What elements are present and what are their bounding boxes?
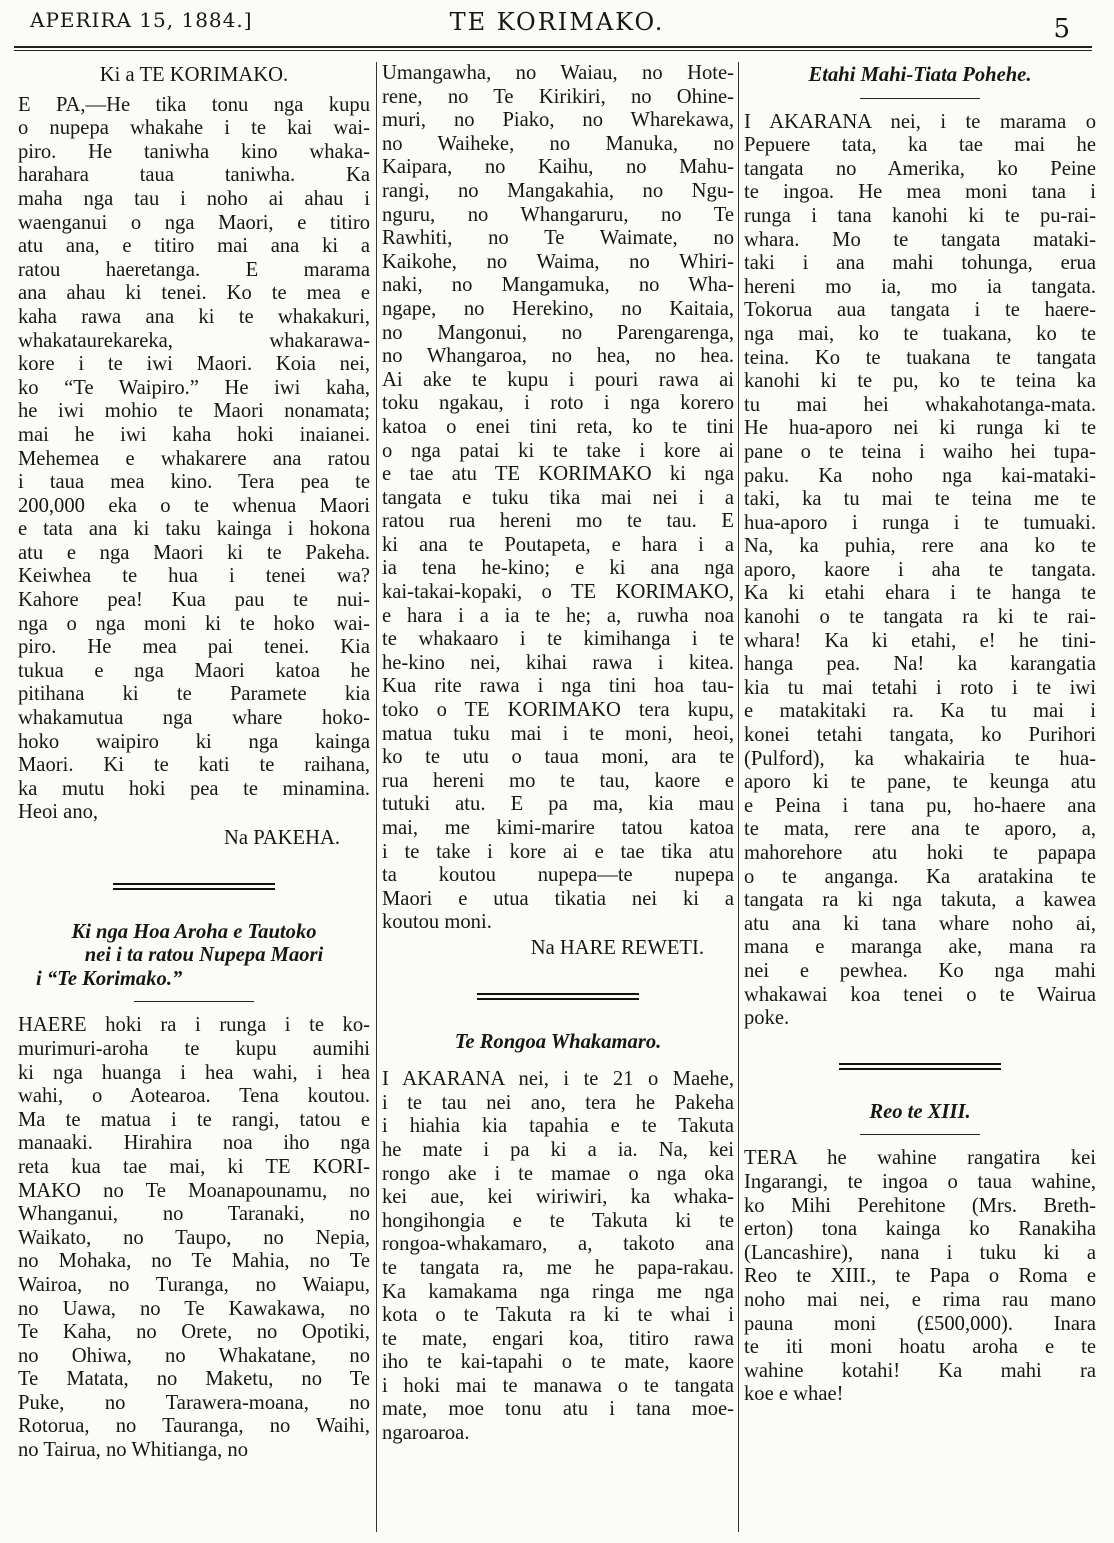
text-line: naki, no Mangamuka, no Wha-	[382, 274, 734, 297]
article-body-rongoa	[382, 1068, 734, 1446]
text-line: no Mohaka, no Te Mahia, no Te	[18, 1250, 370, 1273]
article-heading-reo: Reo te XIII.	[869, 1100, 971, 1123]
column-3	[744, 62, 1096, 1532]
text-line: He hua-aporo nei ki runga ki te	[744, 417, 1096, 440]
text-line: ratou haeretanga. E marama	[18, 258, 370, 281]
text-line: o nga patai ki te take i kore ai	[382, 439, 734, 462]
text-line: whakamutua nga whare hoko-	[18, 707, 370, 730]
text-line: tukua e nga Maori katoa he	[18, 659, 370, 682]
text-line: pauna moni (£500,000). Inara	[744, 1312, 1096, 1335]
text-line: kai-takai-kopaki, o TE KORIMAKO,	[382, 581, 734, 604]
letter-heading-pakeha: Ki a TE KORIMAKO.	[99, 64, 289, 86]
text-line: whakawai koa tenei o te Wairua	[744, 983, 1096, 1006]
text-line: te mata, rere ana te aporo, a,	[744, 818, 1096, 841]
heading-rule	[860, 1134, 980, 1135]
text-line: MAKO no Te Moanapounamu, no	[18, 1179, 370, 1202]
text-line: i te tau nei ano, tera he Pakeha	[382, 1091, 734, 1114]
letter-heading-hoa-aroha-2: nei i ta ratou Nupepa Maori	[84, 944, 324, 967]
text-line: Heoi ano,	[18, 801, 99, 824]
text-line: Maori. Ki te kati te raihana,	[18, 754, 370, 777]
text-line: ka mutu hoki pea te minamina.	[18, 777, 370, 800]
text-line: whakataurekareka, whakarawa-	[18, 329, 370, 352]
text-line: Kaipara, no Kaihu, no Mahu-	[382, 156, 734, 179]
text-line: Ai ake te kupu i pouri rawa ai	[382, 368, 734, 391]
text-line: ratou rua hereni mo te tau. E	[382, 510, 734, 533]
text-line: Reo te XIII., te Papa o Roma e	[744, 1265, 1096, 1288]
article-heading-rongoa: Te Rongoa Whakamaro.	[454, 1030, 662, 1053]
text-line: i te take i kore ai e tae tika atu	[382, 840, 734, 863]
column-2	[382, 62, 734, 1532]
text-line: (Lancashire), nana i tuku ki a	[744, 1241, 1096, 1264]
text-line: atu ana, e titiro mai ana ki a	[18, 235, 370, 258]
text-line: Wairoa, no Turanga, no Waiapu,	[18, 1273, 370, 1296]
text-line: Te Matata, no Maketu, no Te	[18, 1368, 370, 1391]
text-line: toko o TE KORIMAKO tera kupu,	[382, 699, 734, 722]
text-line: ngaroaroa.	[382, 1422, 470, 1445]
text-line: nga o nga moni ki te hoko wai-	[18, 612, 370, 635]
text-line: Keiwhea te hua i tenei wa?	[18, 565, 370, 588]
text-line: no Mangonui, no Parengarenga,	[382, 321, 734, 344]
text-line: pane o te teina i waiho hei tupa-	[744, 440, 1096, 463]
text-line: e tae atu TE KORIMAKO ki nga	[382, 463, 734, 486]
text-line: o nupepa whakahe i te kai wai-	[18, 117, 370, 140]
text-line: atu e nga Maori ki te Pakeha.	[18, 541, 370, 564]
text-line: E PA,—He tika tonu nga kupu	[18, 93, 370, 116]
text-line: Pepuere tata, ka tae mai he	[744, 134, 1096, 157]
column-divider-1	[376, 62, 377, 1532]
text-line: noho mai nei, e rima rau mano	[744, 1288, 1096, 1311]
text-line: koe e whae!	[744, 1383, 844, 1406]
text-line: reta kua tae mai, ki TE KORI-	[18, 1155, 370, 1178]
text-line: i taua mea kino. Tera pea te	[18, 471, 370, 494]
text-line: pitihana ki te Paramete kia	[18, 683, 370, 706]
text-line: whara! Ka ki etahi, e! he tini-	[744, 629, 1096, 652]
text-line: Rawhiti, no Te Waimate, no	[382, 227, 734, 250]
text-line: te tangata ra, me he papa-rakau.	[382, 1256, 734, 1279]
text-line: no Uawa, no Te Kawakawa, no	[18, 1297, 370, 1320]
text-line: teina. Ko te tuakana te tangata	[744, 346, 1096, 369]
heading-rule	[134, 1001, 254, 1002]
text-line: e matakitaki ra. Ka tu mai i	[744, 700, 1096, 723]
text-line: Maori e utua tikatia nei ki a	[382, 887, 734, 910]
text-line: te whakaaro i te kimihanga i te	[382, 628, 734, 651]
text-line: Na, ka puhia, rere ana ko te	[744, 535, 1096, 558]
text-line: paku. Ka noho nga kai-mataki-	[744, 464, 1096, 487]
text-line: piro. He taniwha kino whaka-	[18, 140, 370, 163]
text-line: hua-aporo i runga i te tumuaki.	[744, 511, 1096, 534]
text-line: Puke, no Tarawera-moana, no	[18, 1391, 370, 1414]
text-line: he mate i pa ki a ia. Na, kei	[382, 1138, 734, 1161]
text-line: Tokorua aua tangata i te haere-	[744, 299, 1096, 322]
text-line: Ka kamakama nga ringa me nga	[382, 1280, 734, 1303]
masthead-rule-thick	[14, 46, 1092, 48]
text-line: no Whangaroa, no hea, no hea.	[382, 345, 734, 368]
text-line: tu mai hei whakahotanga-mata.	[744, 393, 1096, 416]
text-line: mahorehore atu hoki te papapa	[744, 842, 1096, 864]
text-line: te ingoa. He mea moni tana i	[744, 181, 1096, 204]
text-line: e tata ana ki taku kainga i hokona	[18, 518, 370, 541]
text-line: nei e pewhea. Ko nga mahi	[744, 959, 1096, 982]
section-divider	[477, 993, 639, 995]
text-line: Ingarangi, te ingoa o taua wahine,	[744, 1170, 1096, 1193]
text-line: kanohi o te tangata ra ki te rai-	[744, 606, 1096, 629]
text-line: kaha rawa ana ki te whakakuri,	[18, 305, 370, 328]
section-divider	[113, 883, 275, 885]
masthead-rule-thin	[14, 50, 1092, 51]
text-line: hoko waipiro ki nga kainga	[18, 730, 370, 753]
text-line: ia tena he-kino; e ki ana nga	[382, 557, 734, 580]
text-line: waenganui o nga Maori, e titiro	[18, 211, 370, 234]
text-line: rene, no Te Kirikiri, no Ohine-	[382, 85, 734, 108]
text-line: 200,000 eka o te whenua Maori	[18, 494, 370, 517]
text-line: ki ana te Poutapeta, e hara i a	[382, 533, 734, 556]
text-line: Kaikohe, no Waima, no Whiri-	[382, 250, 734, 273]
text-line: Waikato, no Taupo, no Nepia,	[18, 1226, 370, 1249]
text-line: ko Mihi Perehitone (Mrs. Breth-	[744, 1194, 1096, 1217]
text-line: Rotorua, no Tauranga, no Waihi,	[18, 1415, 370, 1438]
text-line: tutuki atu. E pa ma, kia mau	[382, 793, 734, 816]
text-line: piro. He mea pai tenei. Kia	[18, 636, 370, 659]
text-line: rongo ake i te mamae o nga oka	[382, 1162, 734, 1185]
text-line: hongihongia e te Takuta ki te	[382, 1209, 734, 1232]
text-line: poke.	[744, 1007, 790, 1030]
text-line: he iwi mohio te Maori nonamata;	[18, 400, 370, 423]
text-line: Whanganui, no Taranaki, no	[18, 1203, 370, 1226]
text-line: wahine kotahi! Ka mahi ra	[744, 1359, 1096, 1382]
text-line: katoa o enei tini reta, ko te tini	[382, 415, 734, 438]
text-line: mai he iwi kaha hoki inaianei.	[18, 423, 370, 446]
text-line: e hara i a ia te he; a, ruwha noa	[382, 604, 734, 627]
text-line: nguru, no Whangaruru, no Te	[382, 203, 734, 226]
text-line: Kua rite rawa i nga tini hoa tau-	[382, 675, 734, 698]
text-line: Kahore pea! Kua pau te nui-	[18, 589, 370, 612]
text-line: rua hereni mo te tau, kaore e	[382, 769, 734, 792]
text-line: te mate, engari koa, titiro rawa	[382, 1327, 734, 1350]
page-number: 5	[1053, 14, 1070, 44]
text-line: taki i ana mahi tohunga, erua	[744, 252, 1096, 275]
text-line: Umangawha, no Waiau, no Hote-	[382, 62, 734, 84]
text-line: murimuri-aroha te kupu aumihi	[18, 1037, 370, 1060]
text-line: I AKARANA nei, i te 21 o Maehe,	[382, 1068, 734, 1091]
text-line: mate, moe tonu atu i tana moe-	[382, 1398, 734, 1421]
text-line: iho te kai-tapahi o te mate, kaore	[382, 1351, 734, 1374]
text-line: i hoki mai te manawa o te tangata	[382, 1374, 734, 1397]
text-line: HAERE hoki ra i runga i te ko-	[18, 1014, 370, 1037]
text-line: kanohi ki te pu, ko te teina ka	[744, 370, 1096, 393]
text-line: atu ana ki tana whare noho ai,	[744, 912, 1096, 935]
text-line: no Ohiwa, no Whakatane, no	[18, 1344, 370, 1367]
column-1	[18, 62, 370, 1532]
text-line: rangi, no Mangakahia, no Ngu-	[382, 179, 734, 202]
text-line: mai, me kimi-marire tatou katoa	[382, 817, 734, 839]
text-line: tangata no Amerika, ko Peine	[744, 157, 1096, 180]
text-line: ko “Te Waipiro.” He iwi kaha,	[18, 376, 370, 399]
letter-signature-pakeha: Na PAKEHA.	[224, 827, 340, 849]
masthead	[0, 0, 1114, 58]
text-line: I AKARANA nei, i te marama o	[744, 110, 1096, 133]
text-line: maha nga tau i noho ai ahau i	[18, 187, 370, 210]
text-line: TERA he wahine rangatira kei	[744, 1147, 1096, 1170]
text-line: hereni mo ia, mo ia tangata.	[744, 275, 1096, 298]
text-line: toku ngakau, i roto i nga korero	[382, 392, 734, 415]
column-divider-2	[738, 62, 739, 1532]
text-line: muri, no Piako, no Wharekawa,	[382, 109, 734, 132]
text-line: taki, ka tu mai te teina me te	[744, 488, 1096, 511]
text-line: ana ahau ki tenei. Ko te mea e	[18, 282, 370, 305]
letter-body-pakeha	[18, 94, 370, 825]
text-line: mana e maranga ake, mana ra	[744, 936, 1096, 959]
text-line: kei aue, kei wiriwiri, ka whaka-	[382, 1186, 734, 1209]
article-body-tiata	[744, 111, 1096, 1031]
text-line: manaaki. Hirahira noa iho nga	[18, 1132, 370, 1155]
letter-body-hoa-aroha	[18, 1014, 370, 1462]
text-line: wahi, o Aotearoa. Tena koutou.	[18, 1085, 370, 1108]
text-line: kota o te Takuta ra ki te whai i	[382, 1304, 734, 1327]
text-line: no Waiheke, no Manuka, no	[382, 132, 734, 155]
text-line: o te anganga. Ka aratakina te	[744, 865, 1096, 888]
text-line: Ma te matua i te rangi, tatou e	[18, 1108, 370, 1131]
text-line: matua tuku mai i te moni, heoi,	[382, 722, 734, 745]
text-line: whara. Mo te tangata mataki-	[744, 228, 1096, 251]
text-line: nga mai, ko te tuakana, ko te	[744, 322, 1096, 345]
text-line: tangata ra ki nga takuta, a kawea	[744, 889, 1096, 912]
text-line: Mehemea e whakarere ana ratou	[18, 447, 370, 470]
text-line: hanga pea. Na! ka karangatia	[744, 653, 1096, 676]
article-heading-tiata: Etahi Mahi-Tiata Pohehe.	[808, 64, 1032, 86]
letter-heading-hoa-aroha-1: Ki nga Hoa Aroha e Tautoko	[71, 920, 317, 943]
text-line: rongoa-whakamaro, a, takoto ana	[382, 1233, 734, 1256]
text-line: ki nga huanga i hea wahi, i hea	[18, 1061, 370, 1084]
text-line: erton) tona kainga ko Ranakiha	[744, 1218, 1096, 1241]
article-body-reo	[744, 1147, 1096, 1407]
text-line: te iti moni hoatu aroha e te	[744, 1336, 1096, 1359]
text-line: kia tu mai tetahi i roto i te iwi	[744, 676, 1096, 699]
text-line: aporo, kaore i aha te tangata.	[744, 558, 1096, 581]
text-line: konei tetahi tangata, ko Purihori	[744, 724, 1096, 747]
text-line: ngape, no Herekino, no Kaitaia,	[382, 297, 734, 320]
text-line: i hiahia kia tapahia e te Takuta	[382, 1115, 734, 1138]
text-line: koutou moni.	[382, 911, 492, 934]
text-line: no Tairua, no Whitianga, no	[18, 1439, 248, 1462]
newspaper-title: TE KORIMAKO.	[449, 8, 665, 36]
text-line: (Pulford), ka whakairia te hua-	[744, 747, 1096, 770]
heading-rule	[860, 98, 980, 99]
text-line: aporo ki te pane, te keunga atu	[744, 771, 1096, 794]
issue-date: APERIRA 15, 1884.]	[30, 8, 253, 32]
section-divider	[839, 1063, 1001, 1065]
text-line: Te Kaha, no Orete, no Opotiki,	[18, 1321, 370, 1344]
letter-heading-hoa-aroha-3: i “Te Korimako.”	[36, 967, 183, 990]
text-line: kore i te iwi Maori. Koia nei,	[18, 353, 370, 376]
letter-signature-hare-reweti: Na HARE REWETI.	[530, 936, 704, 959]
text-line: ko te utu o taua moni, ara te	[382, 746, 734, 769]
text-line: tangata e tuku tika mai nei i a	[382, 486, 734, 509]
text-line: e Peina i tana pu, ho-haere ana	[744, 794, 1096, 817]
text-line: Ka ki etahi ehara i te hanga te	[744, 582, 1096, 605]
letter-body-hoa-aroha-continued	[382, 62, 734, 935]
text-line: ta koutou nupepa—te nupepa	[382, 864, 734, 887]
text-line: runga i tana kanohi ki te pu-rai-	[744, 204, 1096, 227]
text-line: harahara taua taniwha. Ka	[18, 164, 370, 187]
text-line: he-kino nei, kihai rawa i kitea.	[382, 651, 734, 674]
